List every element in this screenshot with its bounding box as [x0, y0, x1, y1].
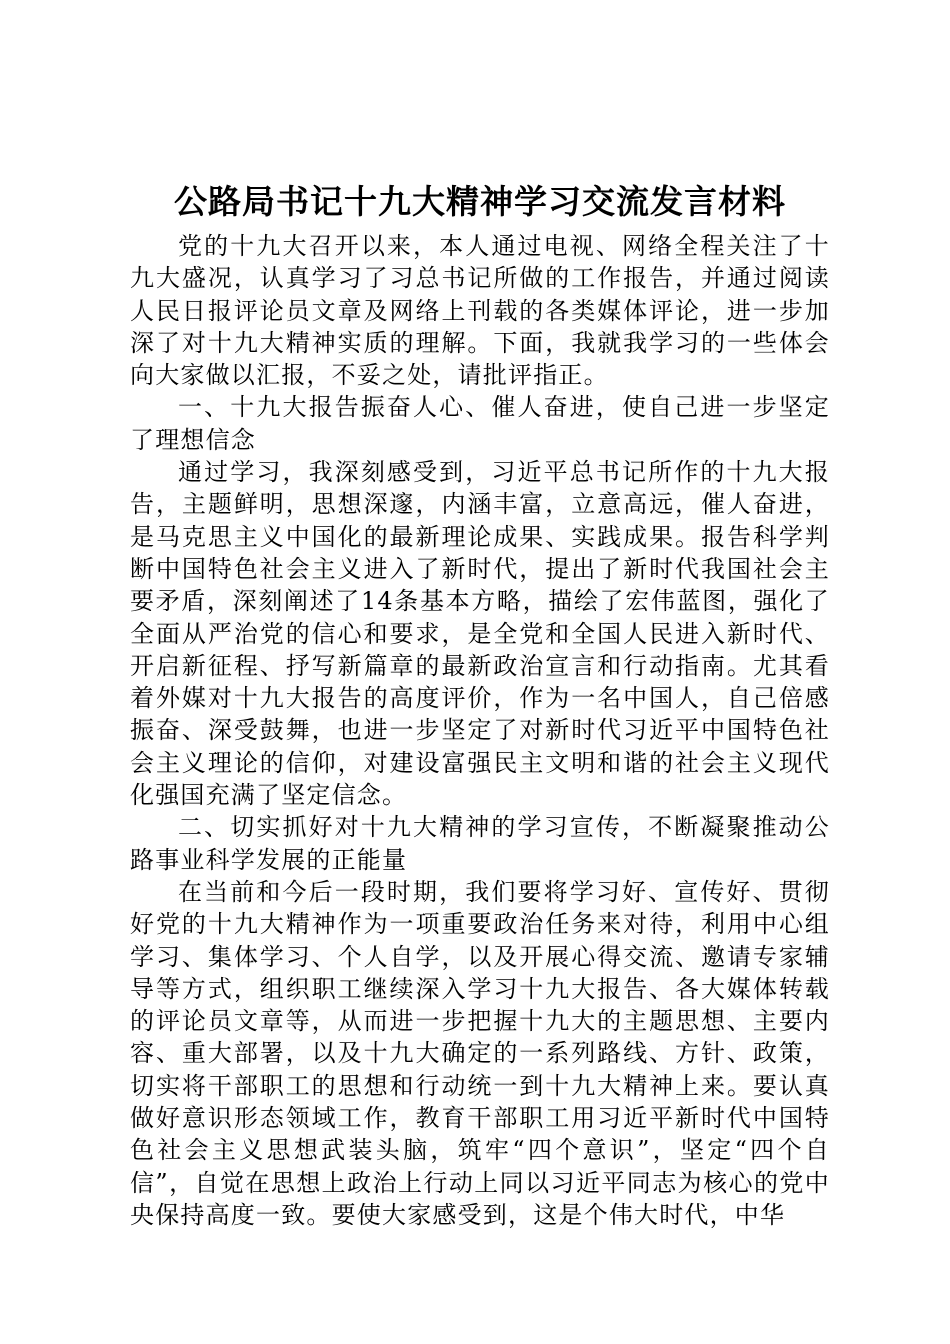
- section-heading-2: 二、切实抓好对十九大精神的学习宣传，不断凝聚推动公路事业科学发展的正能量: [130, 813, 830, 874]
- section-heading-1: 一、十九大报告振奋人心、催人奋进，使自己进一步坚定了理想信念: [130, 393, 830, 454]
- paragraph-section-2: 在当前和今后一段时期，我们要将学习好、宣传好、贯彻好党的十九大精神作为一项重要政治任务来对待，利用中心组学习、集体学习、个人自学，以及开展心得交流、邀请专家辅导等方式，组织职工继续深入学习十九大报告、各大媒体转载的评论员文章等，从而进一步把握十九大的主题思想、主要内容、重大部署，以及十九大确定的一系列路线、方针、政策，切实将干部职工的思想和行动统一到十九大精神上来。要认真做好意识形态领域工作，教育干部职工用习近平新时代中国特色社会主义思想武装头脑，筑牢“四个意识”，坚定“四个自信”，自觉在思想上政治上行动上同以习近平同志为核心的党中央保持高度一致。要使大家感受到，这是个伟大时代，中华: [130, 877, 830, 1229]
- document-page: [130, 180, 830, 1231]
- document-title: 公路局书记十九大精神学习交流发言材料: [174, 182, 786, 221]
- paragraph-intro: 党的十九大召开以来，本人通过电视、网络全程关注了十九大盛况，认真学习了习总书记所做的工作报告，并通过阅读人民日报评论员文章及网络上刊载的各类媒体评论，进一步加深了对十九大精神实质的理解。下面，我就我学习的一些体会向大家做以汇报，不妥之处，请批评指正。: [130, 232, 830, 390]
- paragraph-section-1: 通过学习，我深刻感受到，习近平总书记所作的十九大报告，主题鲜明，思想深邃，内涵丰富，立意高远，催人奋进，是马克思主义中国化的最新理论成果、实践成果。报告科学判断中国特色社会主义进入了新时代，提出了新时代我国社会主要矛盾，深刻阐述了14条基本方略，描绘了宏伟蓝图，强化了全面从严治党的信心和要求，是全党和全国人民进入新时代、开启新征程、抒写新篇章的最新政治宣言和行动指南。尤其看着外媒对十九大报告的高度评价，作为一名中国人，自己倍感振奋、深受鼓舞，也进一步坚定了对新时代习近平中国特色社会主义理论的信仰，对建设富强民主文明和谐的社会主义现代化强国充满了坚定信念。: [130, 458, 830, 810]
